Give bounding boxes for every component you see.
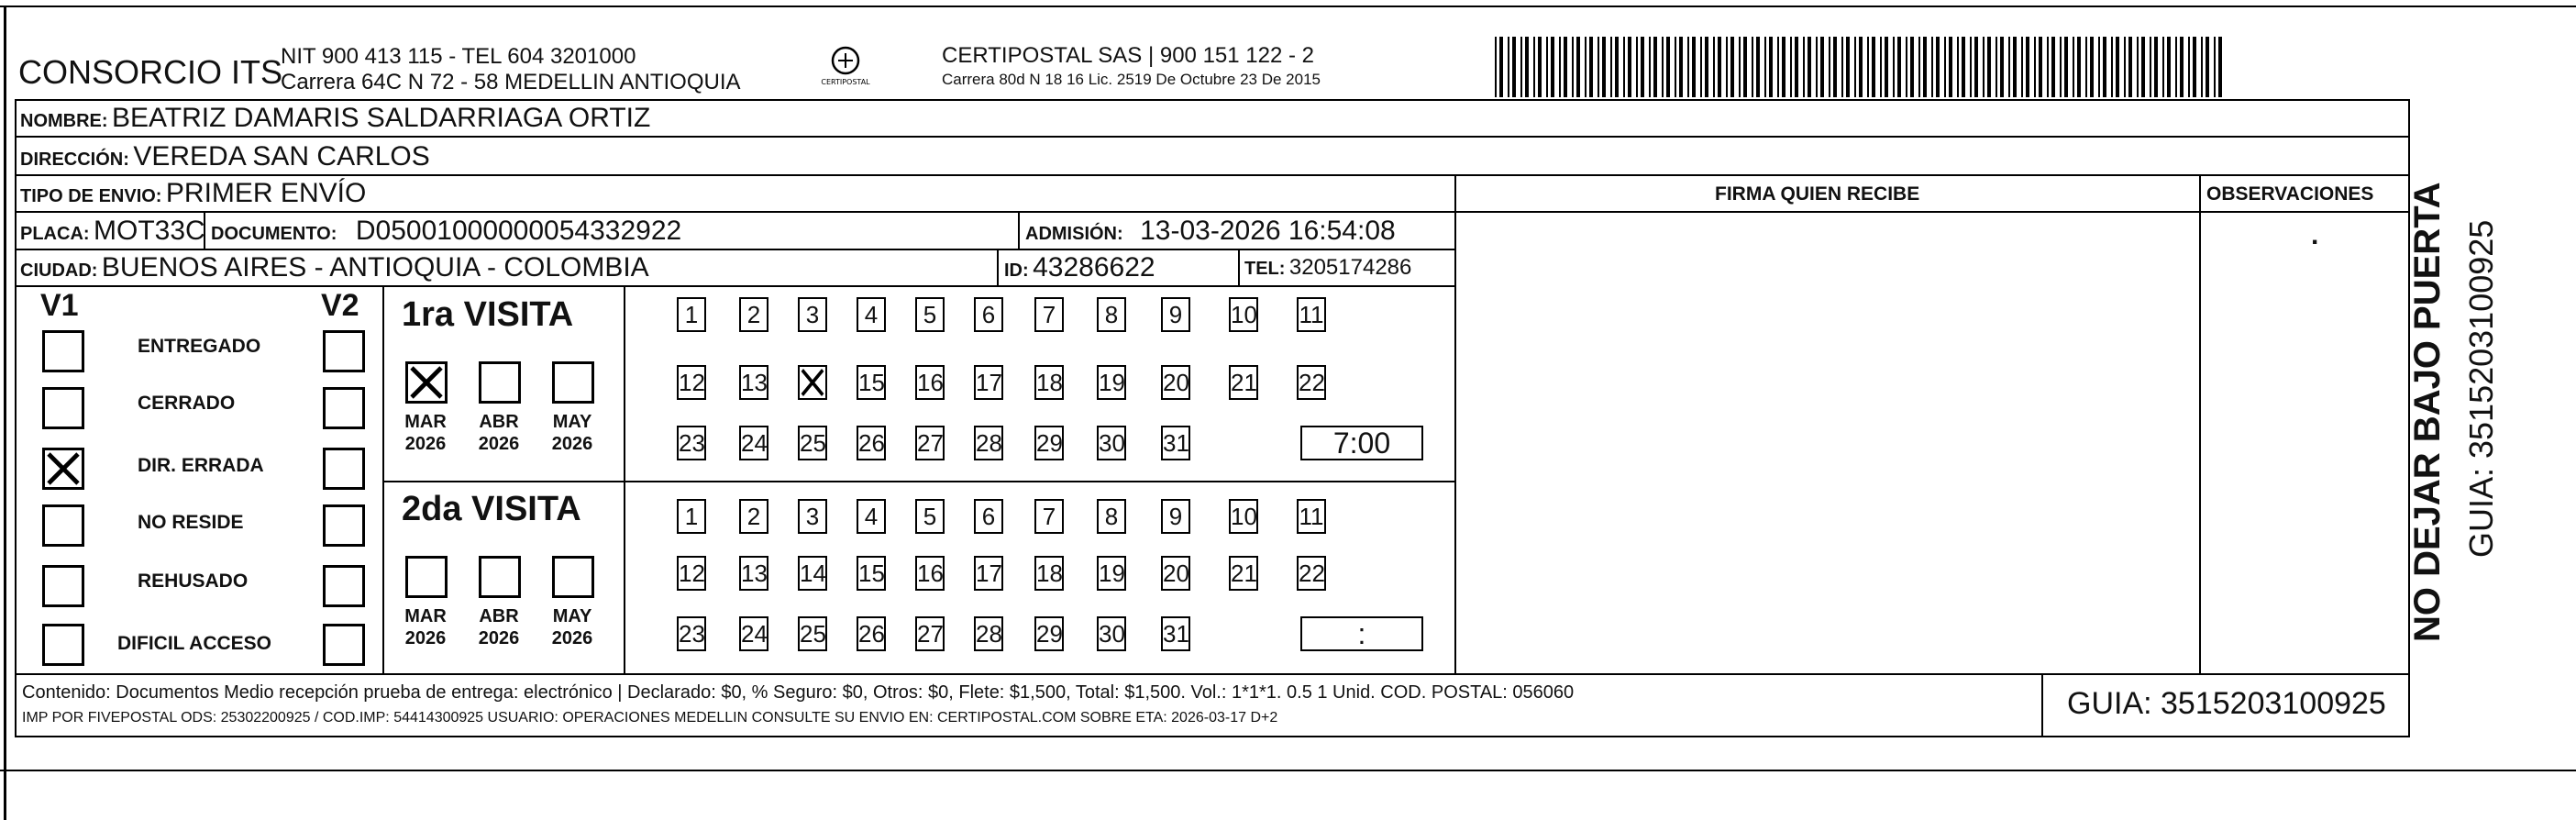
footer-guia: GUIA: 3515203100925	[2067, 686, 2386, 721]
day-box: 8	[1097, 499, 1126, 534]
month-name: MAR	[404, 606, 447, 626]
day-box: 24	[739, 616, 768, 651]
status-label: DIFICIL ACCESO	[117, 633, 272, 654]
month-checkbox	[405, 556, 448, 598]
day-box: 5	[915, 499, 945, 534]
time-box: 7:00	[1300, 426, 1423, 460]
day-box: 4	[857, 297, 886, 332]
status-v1-checkbox	[42, 448, 84, 490]
status-v2-checkbox	[323, 448, 365, 490]
day-box: 1	[677, 297, 706, 332]
day-box: 26	[857, 616, 886, 651]
left-edge	[4, 6, 6, 820]
day-box: 6	[974, 297, 1003, 332]
admission-value: 13-03-2026 16:54:08	[1140, 216, 1396, 246]
month-label	[545, 411, 600, 455]
month-year: 2026	[551, 434, 593, 454]
tel-value: 3205174286	[1288, 255, 1412, 280]
month-checkbox	[405, 361, 448, 404]
status-label: CERRADO	[138, 393, 236, 414]
name-label: NOMBRE:	[20, 111, 108, 131]
day-box: 16	[915, 365, 945, 400]
day-box: 19	[1097, 556, 1126, 591]
postal-license: Carrera 80d N 18 16 Lic. 2519 De Octubre 23 De 2015	[942, 71, 1321, 88]
document-cell	[211, 216, 681, 251]
status-v2-checkbox	[323, 504, 365, 547]
day-box: 10	[1229, 297, 1258, 332]
certipostal-logo	[818, 40, 873, 95]
status-v2-checkbox	[323, 565, 365, 607]
barcode	[1495, 37, 2226, 97]
day-box: 20	[1161, 556, 1190, 591]
id-cell	[1004, 252, 1155, 288]
bottom-rule	[0, 770, 2576, 771]
day-box: 20	[1161, 365, 1190, 400]
day-box: 2	[739, 297, 768, 332]
month-checkbox	[479, 556, 521, 598]
day-box: 25	[798, 616, 827, 651]
v1-header: V1	[40, 288, 79, 323]
day-box: 14	[798, 556, 827, 591]
imp-line: IMP POR FIVEPOSTAL ODS: 25302200925 / COD.IMP: 54414300925 USUARIO: OPERACIONES MEDELLIN CONSULTE SU ENVIO EN: CERTIPOSTAL.COM SOBRE ETA: 2026-03-17 D+2	[22, 710, 1278, 726]
no-bajo-puerta-warning: NO DEJAR BAJO PUERTA	[2407, 182, 2448, 642]
day-box: 3	[798, 499, 827, 534]
month-name: MAR	[404, 412, 447, 432]
status-label: NO RESIDE	[138, 512, 244, 533]
month-year: 2026	[404, 434, 447, 454]
shipping-row	[20, 178, 366, 214]
day-box: 8	[1097, 297, 1126, 332]
time-box: :	[1300, 616, 1423, 651]
day-box: 13	[739, 365, 768, 400]
day-box: 11	[1297, 499, 1326, 534]
day-box: 27	[915, 616, 945, 651]
day-box: 2	[739, 499, 768, 534]
month-label	[398, 411, 453, 455]
city-value: BUENOS AIRES - ANTIOQUIA - COLOMBIA	[101, 252, 649, 283]
day-box: 7	[1034, 499, 1064, 534]
postal-info	[942, 44, 1321, 92]
status-v2-checkbox	[323, 330, 365, 372]
status-label: ENTREGADO	[138, 336, 261, 357]
day-box: 30	[1097, 616, 1126, 651]
day-box: 9	[1161, 499, 1190, 534]
visit1-title: 1ra VISITA	[402, 295, 574, 334]
observations-header: OBSERVACIONES	[2206, 183, 2374, 205]
day-box: 22	[1297, 365, 1326, 400]
plate-label: PLACA:	[20, 224, 90, 244]
sign-header: FIRMA QUIEN RECIBE	[1715, 183, 1920, 205]
nit-line: NIT 900 413 115 - TEL 604 3201000	[281, 44, 636, 69]
day-box: 24	[739, 426, 768, 460]
month-checkbox	[552, 361, 594, 404]
plate-value: MOT33C	[94, 216, 205, 246]
day-box: 17	[974, 365, 1003, 400]
status-v1-checkbox	[42, 624, 84, 666]
shipping-label: TIPO DE ENVIO:	[20, 186, 162, 206]
visit2-title: 2da VISITA	[402, 490, 581, 528]
day-box: 7	[1034, 297, 1064, 332]
day-box: 29	[1034, 616, 1064, 651]
status-v1-checkbox	[42, 330, 84, 372]
postal-company: CERTIPOSTAL SAS | 900 151 122 - 2	[942, 43, 1314, 68]
tel-cell	[1244, 252, 1411, 286]
company-name: CONSORCIO ITS	[18, 53, 283, 91]
day-box: 15	[857, 556, 886, 591]
status-v1-checkbox	[42, 387, 84, 429]
day-box: 29	[1034, 426, 1064, 460]
day-box: 21	[1229, 556, 1258, 591]
day-box: 19	[1097, 365, 1126, 400]
status-v1-checkbox	[42, 565, 84, 607]
month-label	[471, 411, 526, 455]
month-year: 2026	[551, 628, 593, 648]
month-name: ABR	[479, 606, 519, 626]
day-box: 3	[798, 297, 827, 332]
status-v2-checkbox	[323, 387, 365, 429]
day-box: 28	[974, 616, 1003, 651]
status-v1-checkbox	[42, 504, 84, 547]
id-label: ID:	[1004, 260, 1029, 281]
day-box: 18	[1034, 556, 1064, 591]
day-box: 28	[974, 426, 1003, 460]
day-box: 4	[857, 499, 886, 534]
month-name: MAY	[552, 606, 592, 626]
day-box: 10	[1229, 499, 1258, 534]
day-box: 15	[857, 365, 886, 400]
day-box: 16	[915, 556, 945, 591]
name-row	[20, 103, 650, 139]
day-box: 17	[974, 556, 1003, 591]
recipient-name: BEATRIZ DAMARIS SALDARRIAGA ORTIZ	[112, 103, 651, 133]
content-line: Contenido: Documentos Medio recepción prueba de entrega: electrónico | Declarado: $0, % Seguro: $0, Otros: $0, Flete: $1,500, Total: $1,500. Vol.: 1*1*1. 0.5 1 Unid. COD. POSTAL: 056060	[22, 682, 1575, 703]
logo-text: CERTIPOSTAL	[821, 78, 870, 86]
day-box: 11	[1297, 297, 1326, 332]
shipping-type: PRIMER ENVÍO	[165, 178, 367, 208]
document-label: DOCUMENTO:	[211, 224, 337, 244]
city-label: CIUDAD:	[20, 260, 98, 281]
month-label	[398, 605, 453, 649]
month-name: ABR	[479, 412, 519, 432]
day-box: 12	[677, 365, 706, 400]
company-address: Carrera 64C N 72 - 58 MEDELLIN ANTIOQUIA	[281, 70, 741, 94]
status-label: REHUSADO	[138, 571, 249, 592]
plate-cell	[20, 216, 205, 251]
day-box: 18	[1034, 365, 1064, 400]
label-frame	[15, 99, 2410, 737]
day-box: 31	[1161, 616, 1190, 651]
v2-header: V2	[321, 288, 359, 323]
city-cell	[20, 252, 649, 288]
admission-cell	[1025, 216, 1396, 251]
day-box: 5	[915, 297, 945, 332]
side-guia: GUIA: 3515203100925	[2462, 219, 2500, 558]
month-checkbox	[479, 361, 521, 404]
address-label: DIRECCIÓN:	[20, 150, 129, 170]
day-box: 30	[1097, 426, 1126, 460]
day-box: 23	[677, 616, 706, 651]
day-box: 13	[739, 556, 768, 591]
month-name: MAY	[552, 412, 592, 432]
month-year: 2026	[478, 434, 520, 454]
top-border	[0, 6, 2576, 7]
day-box: 21	[1229, 365, 1258, 400]
day-box: 27	[915, 426, 945, 460]
day-box: 25	[798, 426, 827, 460]
day-box: 31	[1161, 426, 1190, 460]
day-box: 23	[677, 426, 706, 460]
month-year: 2026	[404, 628, 447, 648]
month-checkbox	[552, 556, 594, 598]
id-value: 43286622	[1033, 252, 1155, 283]
day-box: 12	[677, 556, 706, 591]
address-row	[20, 141, 430, 177]
recipient-address: VEREDA SAN CARLOS	[133, 141, 430, 172]
month-year: 2026	[478, 628, 520, 648]
day-box: 1	[677, 499, 706, 534]
observations-mark: .	[2311, 220, 2319, 250]
status-label: DIR. ERRADA	[138, 455, 264, 476]
document-value: D05001000000054332922	[355, 216, 682, 246]
day-box	[798, 365, 827, 400]
month-label	[545, 605, 600, 649]
day-box: 9	[1161, 297, 1190, 332]
day-box: 26	[857, 426, 886, 460]
day-box: 6	[974, 499, 1003, 534]
day-box: 22	[1297, 556, 1326, 591]
admission-label: ADMISIÓN:	[1025, 224, 1123, 244]
tel-label: TEL:	[1244, 259, 1286, 279]
company-info	[281, 44, 741, 95]
month-label	[471, 605, 526, 649]
status-v2-checkbox	[323, 624, 365, 666]
